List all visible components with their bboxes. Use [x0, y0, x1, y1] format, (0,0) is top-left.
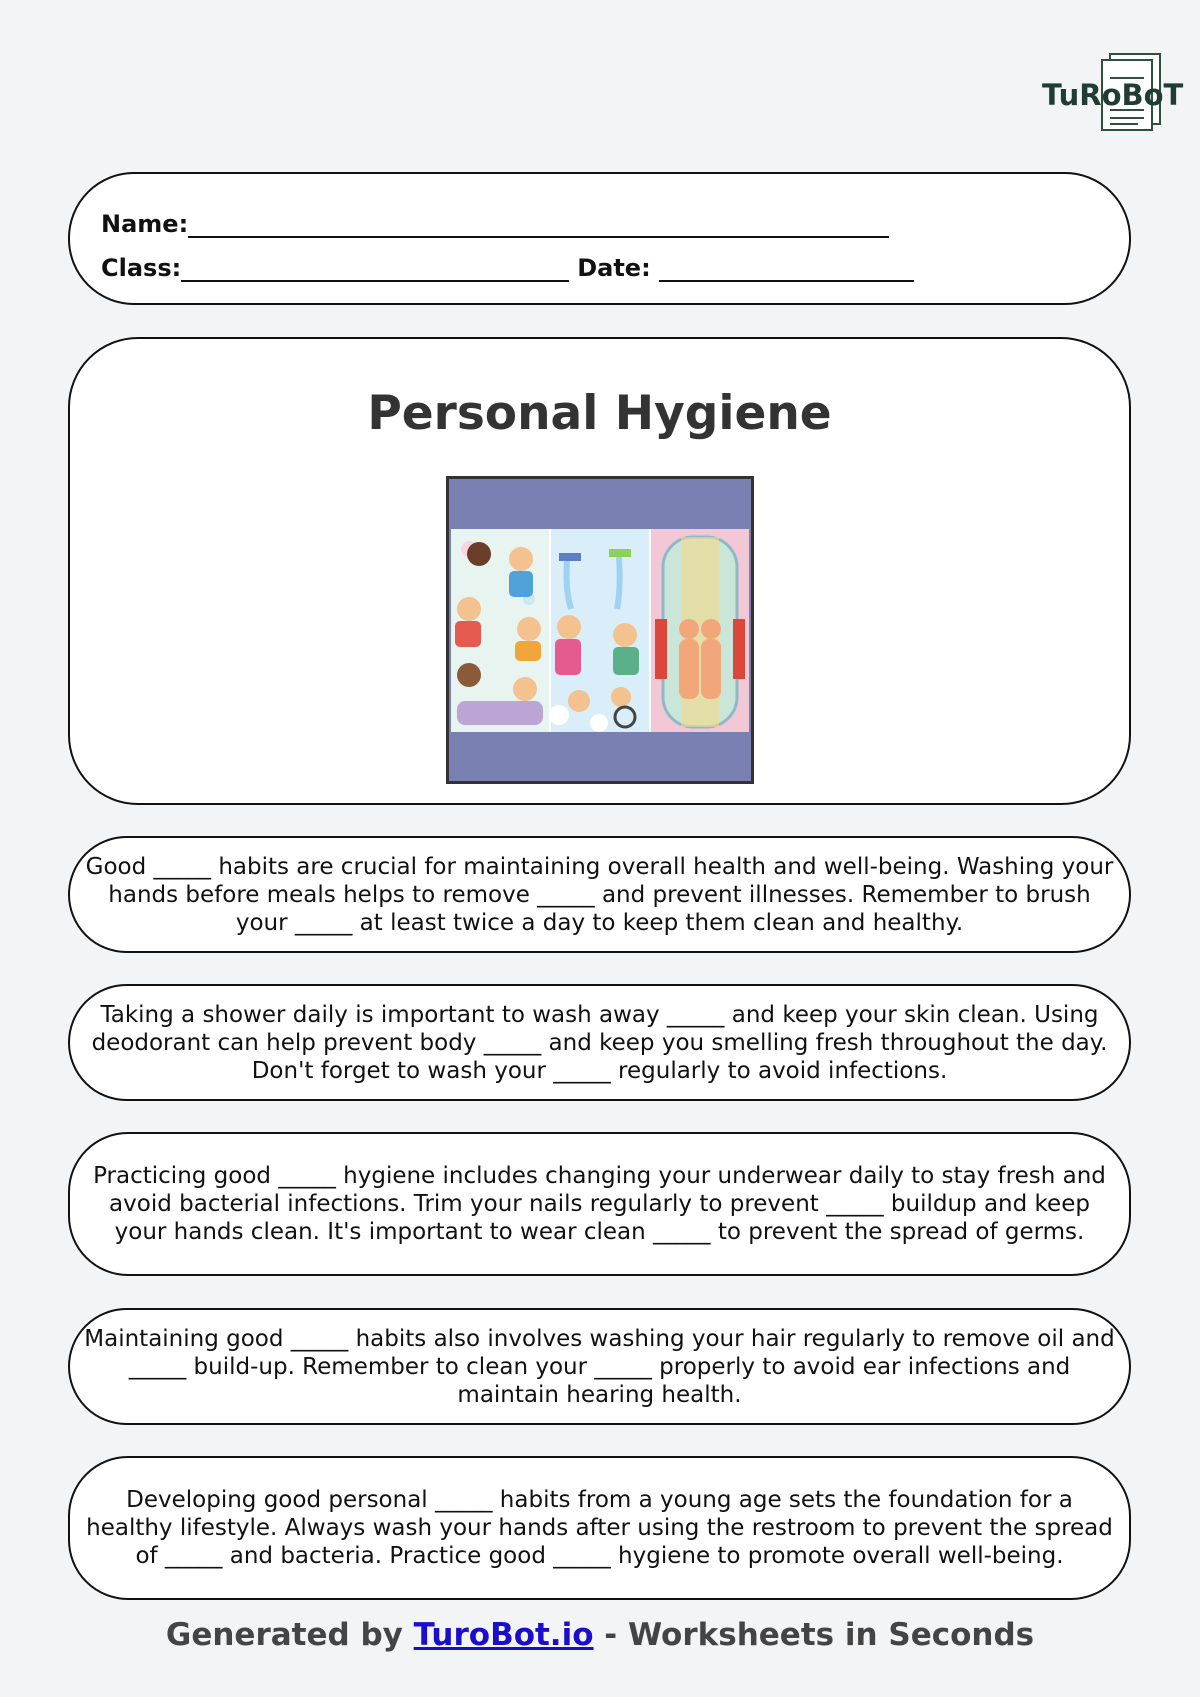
paragraph-2-text: Taking a shower daily is important to wash away _____ and keep your skin clean. Using deodorant can help prevent body _____ and keep you smelling fresh throughout the day. Don't forget to wash your _____ regularly to avoid infections. [91, 1001, 1108, 1084]
fill-in-paragraph-1 [68, 836, 1131, 953]
fill-in-paragraph-2 [68, 984, 1131, 1101]
title-box [68, 337, 1131, 805]
logo-text: TuRoBoT [1042, 78, 1184, 112]
kids-hygiene-illustration [446, 476, 754, 784]
logo-icon [1040, 48, 1184, 138]
class-blank-line[interactable] [181, 256, 569, 282]
fill-in-paragraph-5 [68, 1456, 1131, 1600]
paragraph-4-text: Maintaining good _____ habits also involves washing your hair regularly to remove oil and _____ build-up. Remember to clean your _____ properly to avoid ear infections and maintain hearing health. [84, 1325, 1115, 1408]
name-blank-line[interactable] [188, 212, 889, 238]
class-label: Class: [101, 254, 182, 282]
footer-credit [0, 1617, 1200, 1653]
fill-in-paragraph-4 [68, 1308, 1131, 1425]
paragraph-1-text: Good _____ habits are crucial for maintaining overall health and well-being. Washing your hands before meals helps to remove _____ and prevent illnesses. Remember to brush your _____ at least twice a day to keep them clean and healthy. [85, 853, 1114, 936]
paragraph-3-text: Practicing good _____ hygiene includes changing your underwear daily to stay fresh and avoid bacterial infections. Trim your nails regularly to prevent _____ buildup and keep your hands clean. It's important to wear clean _____ to prevent the spread of germs. [93, 1163, 1106, 1245]
footer-suffix: - Worksheets in Seconds [593, 1617, 1035, 1653]
footer-prefix: Generated by [165, 1617, 414, 1653]
hygiene-illustration-icon [449, 479, 751, 781]
name-label: Name: [101, 210, 189, 238]
date-label: Date: [577, 254, 651, 282]
worksheet-title: Personal Hygiene [367, 386, 832, 441]
date-blank-line[interactable] [659, 256, 914, 282]
turobot-link[interactable]: TuroBot.io [413, 1617, 594, 1653]
name-row [101, 210, 889, 238]
turobot-logo [1040, 48, 1184, 138]
paragraph-5-text: Developing good personal _____ habits from a young age sets the foundation for a healthy lifestyle. Always wash your hands after using the restroom to prevent the spread of _____ and bacteria. Practice good _____ hygiene to promote overall well-being. [86, 1487, 1113, 1569]
student-info-box [68, 172, 1131, 305]
class-date-row [101, 254, 914, 282]
fill-in-paragraph-3 [68, 1132, 1131, 1276]
